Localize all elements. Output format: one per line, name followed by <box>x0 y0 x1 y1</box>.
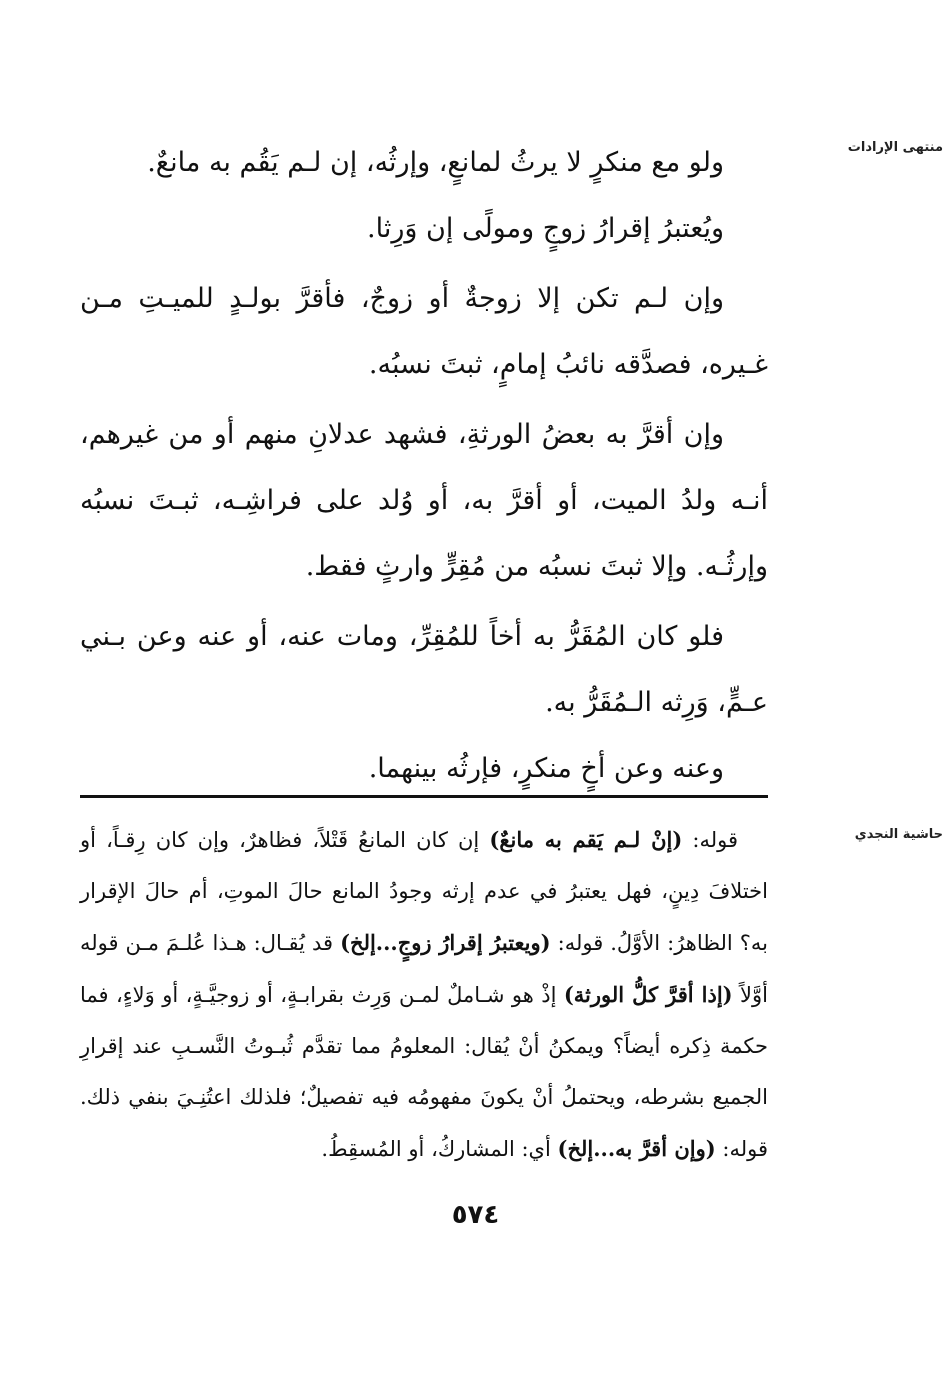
paragraph-4: وإن أقرَّ به بعضُ الورثةِ، فشهد عدلانِ منهم أو من غيرهم، أنـه ولدُ الميت، أو أقرَّ به، أو وُلد على فراشِـه، ثبـتَ نسبُه وإرثُـه. وإلا ثبتَ نسبُه من مُقِرٍّ وارثٍ فقط. <box>80 419 768 582</box>
note-text-5: أي: المشاركُ، أو المُسقِطُ. <box>321 1137 558 1161</box>
note-quote-2: (ويعتبرُ إقرارُ زوجٍ...إلخ) <box>340 930 551 955</box>
paragraph-2: ويُعتبرُ إقرارُ زوجٍ ومولًى إن وَرِثا. <box>367 213 724 244</box>
side-label-commentary: حاشية النجدي <box>854 827 943 842</box>
note-text-4: إذْ هو شـاملٌ لمـن وَرِث بقرابـةٍ، أو زوجيَّـةٍ، أو وَلاءٍ، فما حكمة ذِكره أيضاً؟ ويمكنُ أنْ يُقال: المعلومُ مما تقدَّم ثُبـوتُ النَّسـبِ عند إقرارِ الجميع بشرطه، ويحتملُ أنْ يكونَ مفهومُه فيه تفصيلٌ؛ فلذلك اعتُنِـيَ بنفي ذلك. قوله: <box>80 983 768 1161</box>
note-text-2: إن كان المانعُ قَتْلاً، فظاهرٌ، وإن كان رِقـاً، أو اختلافَ دِينٍ، فهل يعتبرُ في عدم إرثه وجودُ المانع حالَ الموتِ، أم حالَ الإقرار به؟ الظاهرُ: الأوَّلُ. قوله: <box>80 828 768 955</box>
note-quote-3: (إذا أقرَّ كلُّ الورثة) <box>563 982 733 1007</box>
main-text-block <box>80 130 768 802</box>
paragraph-5: فلو كان المُقَرُّ به أخاً للمُقِرِّ، ومات عنه، أو عنه وعن بـني عـمٍّ، وَرِثه الـمُقَرُّ به. <box>80 621 768 718</box>
page-number: ٥٧٤ <box>451 1200 500 1230</box>
side-label-main-text: منتهى الإرادات <box>847 140 943 155</box>
note-text-1: قوله: <box>682 828 738 852</box>
paragraph-1: ولو مع منكرٍ لا يرثُ لمانعٍ، وإرثُه، إن لـم يَقُم به مانعٌ. <box>147 147 724 178</box>
note-quote-4: (وإن أقرَّ به...إلخ) <box>557 1136 716 1161</box>
commentary-block <box>80 814 768 1175</box>
section-divider <box>80 795 768 798</box>
note-text-3: قد يُقـال: هـذا عُلـمَ مـن قوله أوَّلاً <box>80 931 769 1007</box>
paragraph-6: وعنه وعن أخٍ منكرٍ، فإرثُه بينهما. <box>368 753 724 784</box>
note-quote-1: (إنْ لـم يَقم به مانعٌ) <box>489 827 683 852</box>
paragraph-3: وإن لـم تكن إلا زوجةٌ أو زوجٌ، فأقرَّ بولـدٍ للميـتِ مـن غـيره، فصدَّقه نائبُ إمامٍ، ثبتَ نسبُه. <box>80 283 768 380</box>
